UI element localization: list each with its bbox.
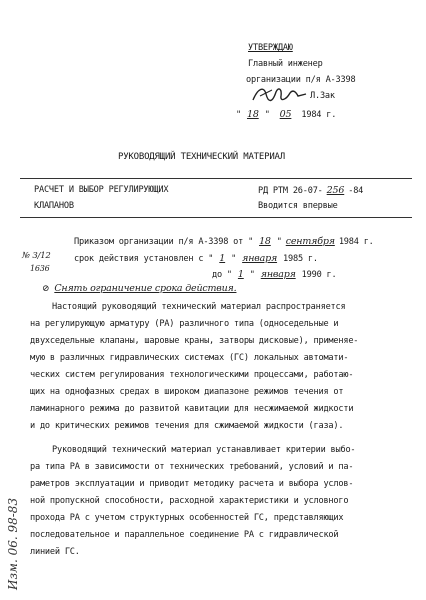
doc-type-heading: РУКОВОДЯЩИЙ ТЕХНИЧЕСКИЙ МАТЕРИАЛ — [118, 152, 285, 162]
order-line1-day: 18 — [259, 236, 271, 247]
approval-org: организации п/я А-3398 — [246, 75, 356, 85]
doc-code — [258, 186, 363, 196]
handwritten-note — [42, 284, 236, 294]
approval-date-quote-close: " — [264, 110, 270, 120]
header-bottom-rule — [20, 217, 412, 218]
note-marker-icon: ⊘ — [42, 284, 50, 294]
p2-line-3: раметров эксплуатации и приводит методику расчета и выбора услов- — [30, 479, 354, 489]
p1-line-7: ламинарного режима до развитой кавитации для несжимаемой жидкости — [30, 404, 354, 414]
order-line2-text: срок действия установлен с " — [74, 254, 214, 264]
p2-line-5: прохода РА с учетом структурных особенностей ГС, представляющих — [30, 513, 344, 523]
p2-line-6: последовательное и параллельное соединение РА с гидравлической — [30, 530, 339, 540]
doc-intro-status: Вводится впервые — [258, 201, 338, 211]
order-line3-quote: " — [249, 270, 255, 280]
order-line1-year: 1984 г. — [338, 237, 374, 247]
p2-line-4: ной пропускной способности, расходной характеристики и условного — [30, 496, 349, 506]
doc-title-line1: РАСЧЕТ И ВЫБОР РЕГУЛИРУЮЩИХ — [34, 185, 169, 195]
header-top-rule — [20, 178, 412, 179]
order-line1-text: Приказом организации п/я А-3398 от " — [74, 237, 254, 247]
p1-line-4: мую в различных гидравлических системах (ГС) локальных автомати- — [30, 353, 349, 363]
p1-line-8: и до критических режимов течения для сжимаемой жидкости (газа). — [30, 421, 344, 431]
approval-date-quote-open: " — [236, 110, 241, 120]
p2-line-7: линией ГС. — [30, 547, 80, 557]
p1-line-1: Настоящий руководящий технический материал распространяется — [52, 302, 346, 312]
order-line1-month: сентября — [285, 236, 335, 247]
doc-title-line2: КЛАПАНОВ — [34, 201, 74, 211]
order-line3-year: 1990 г. — [301, 270, 337, 280]
handwritten-note-text: Снять ограничение срока действия. — [54, 283, 237, 294]
order-line-1 — [74, 237, 374, 247]
approval-position: Главный инженер — [248, 59, 323, 69]
approval-date-month: 05 — [279, 109, 292, 120]
order-line3-day: 1 — [237, 269, 244, 280]
approval-date — [236, 110, 336, 120]
signature-image — [250, 84, 310, 106]
p1-line-3: двухседельные клапаны, шаровые краны, затворы дисковые), применяе- — [30, 336, 359, 346]
order-ref-year: 1636 — [30, 264, 50, 273]
p2-line-1: Руководящий технический материал устанавливает критерии выбо- — [52, 445, 356, 455]
order-line3-month: января — [260, 269, 296, 280]
order-line2-month: января — [242, 253, 278, 264]
order-line-3 — [212, 270, 337, 280]
p1-line-5: ческих систем регулирования технологическими процессами, работаю- — [30, 370, 354, 380]
order-line2-day: 1 — [219, 253, 226, 264]
p2-line-2: ра типа РА в зависимости от технических требований, условий и па- — [30, 462, 354, 472]
order-ref-note: № 3/12 — [22, 251, 51, 261]
doc-code-suffix: -84 — [348, 186, 364, 196]
order-line3-text: до " — [212, 270, 232, 280]
order-line2-year: 1985 г. — [283, 254, 318, 264]
order-line-2 — [74, 254, 318, 264]
p1-line-2: на регулирующую арматуру (РА) различного типа (односедельные и — [30, 319, 339, 329]
approval-date-year: 1984 г. — [301, 110, 337, 120]
p1-line-6: щих на однофазных средах в широком диапазоне режимов течения от — [30, 387, 344, 397]
doc-code-prefix: РД РТМ 26-07- — [258, 186, 323, 196]
order-line2-quote: " — [231, 254, 237, 264]
doc-code-number: 256 — [326, 185, 345, 196]
margin-note: Изм. 06. 98-83 — [6, 497, 20, 590]
approval-title: УТВЕРЖДАЮ — [248, 43, 293, 53]
approval-date-day: 18 — [246, 109, 259, 120]
order-line1-quote: " — [276, 237, 282, 247]
approval-name: Л.Зак — [310, 91, 335, 101]
